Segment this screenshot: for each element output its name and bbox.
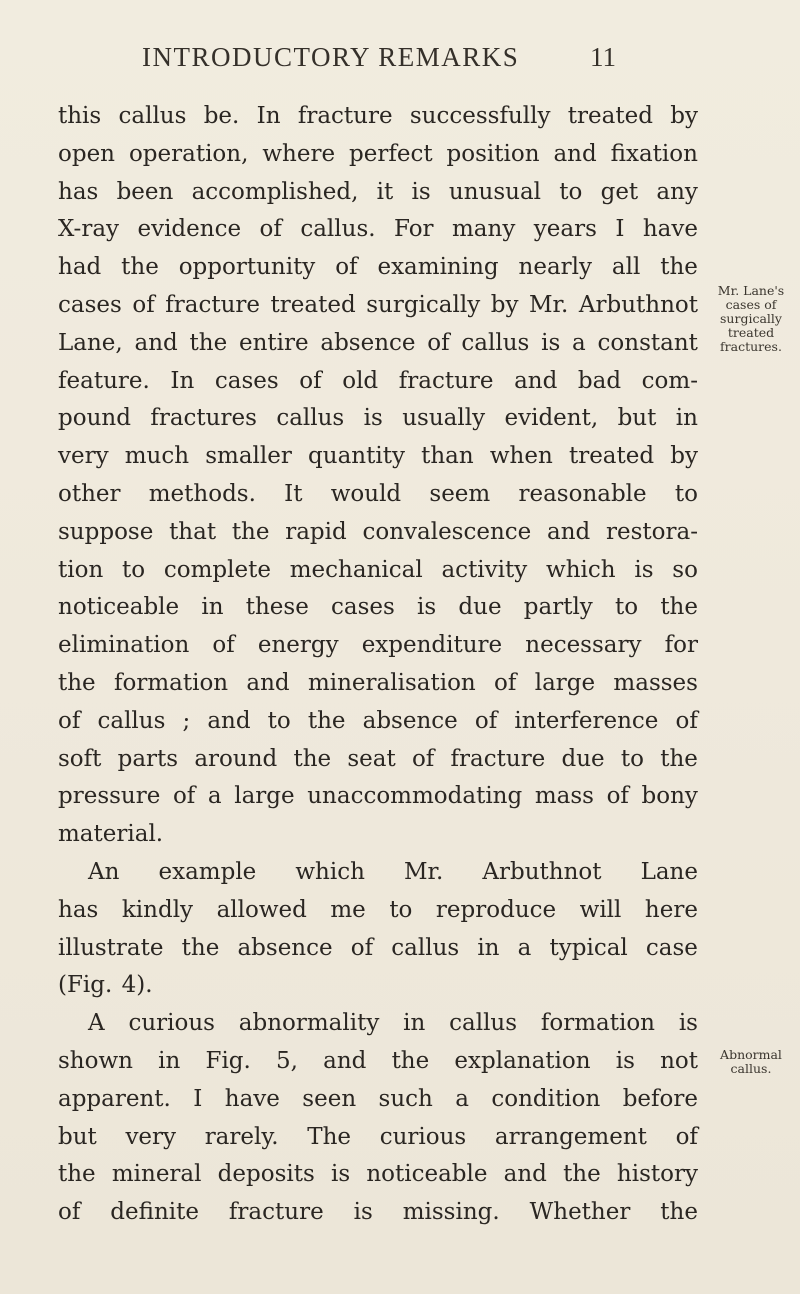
text-line: open operation, where perfect position and fixation — [58, 140, 698, 167]
text-line: very much smaller quantity than when treated by — [58, 443, 698, 470]
text-line: pressure of a large unaccommodating mass of bony — [58, 783, 698, 810]
margin-note-line: cases of — [725, 297, 777, 312]
text-line: X-ray evidence of callus. For many years I have — [58, 216, 698, 243]
text-line: the formation and mineralisation of large masses — [58, 669, 698, 696]
text-line: noticeable in these cases is due partly to the — [58, 594, 698, 621]
text-line: the mineral deposits is noticeable and the history — [58, 1161, 698, 1188]
margin-note-line: Mr. Lane's — [717, 283, 785, 298]
text-line: soft parts around the seat of fracture due to the — [58, 745, 698, 772]
margin-note-line: fractures. — [720, 339, 782, 354]
margin-note-line: surgically — [720, 311, 782, 326]
text-line: suppose that the rapid convalescence and restora- — [58, 518, 698, 545]
text-line: illustrate the absence of callus in a typical case — [58, 934, 698, 961]
text-line: has been accomplished, it is unusual to get any — [58, 178, 698, 205]
text-line: cases of fracture treated surgically by Mr. Arbuthnot — [58, 291, 698, 318]
text-line: other methods. It would seem reasonable to — [58, 480, 698, 507]
text-line: but very rarely. The curious arrangement of — [58, 1123, 698, 1150]
margin-note-abnormal-callus — [702, 1048, 800, 1076]
margin-note-line: treated — [727, 325, 775, 340]
text-line: material. — [58, 821, 164, 848]
margin-note-line: Abnormal — [720, 1047, 782, 1062]
text-line: has kindly allowed me to reproduce will here — [58, 896, 698, 923]
text-line: shown in Fig. 5, and the explanation is not — [58, 1047, 698, 1074]
text-line: Lane, and the entire absence of callus is a constant — [58, 329, 698, 356]
text-line: (Fig. 4). — [58, 972, 153, 999]
text-line: this callus be. In fracture successfully treated by — [58, 103, 698, 129]
text-line: A curious abnormality in callus formation is — [88, 1010, 698, 1037]
running-head: INTRODUCTORY REMARKS — [142, 42, 520, 72]
page-header — [0, 42, 800, 82]
text-line: pound fractures callus is usually evident, but in — [58, 405, 698, 432]
text-line: An example which Mr. Arbuthnot Lane — [88, 858, 698, 885]
margin-note-lanes-cases — [702, 284, 800, 354]
text-line: of definite fracture is missing. Whether the — [58, 1199, 698, 1226]
text-line: of callus ; and to the absence of interference of — [58, 707, 698, 734]
body-text — [58, 98, 698, 1232]
text-line: feature. In cases of old fracture and bad com- — [58, 367, 698, 394]
page-number: 11 — [590, 42, 616, 72]
text-line: tion to complete mechanical activity which is so — [58, 556, 698, 583]
margin-note-line: callus. — [730, 1061, 772, 1076]
text-line: elimination of energy expenditure necessary for — [58, 632, 698, 659]
text-line: had the opportunity of examining nearly all the — [58, 254, 698, 281]
text-line: apparent. I have seen such a condition before — [58, 1085, 698, 1112]
